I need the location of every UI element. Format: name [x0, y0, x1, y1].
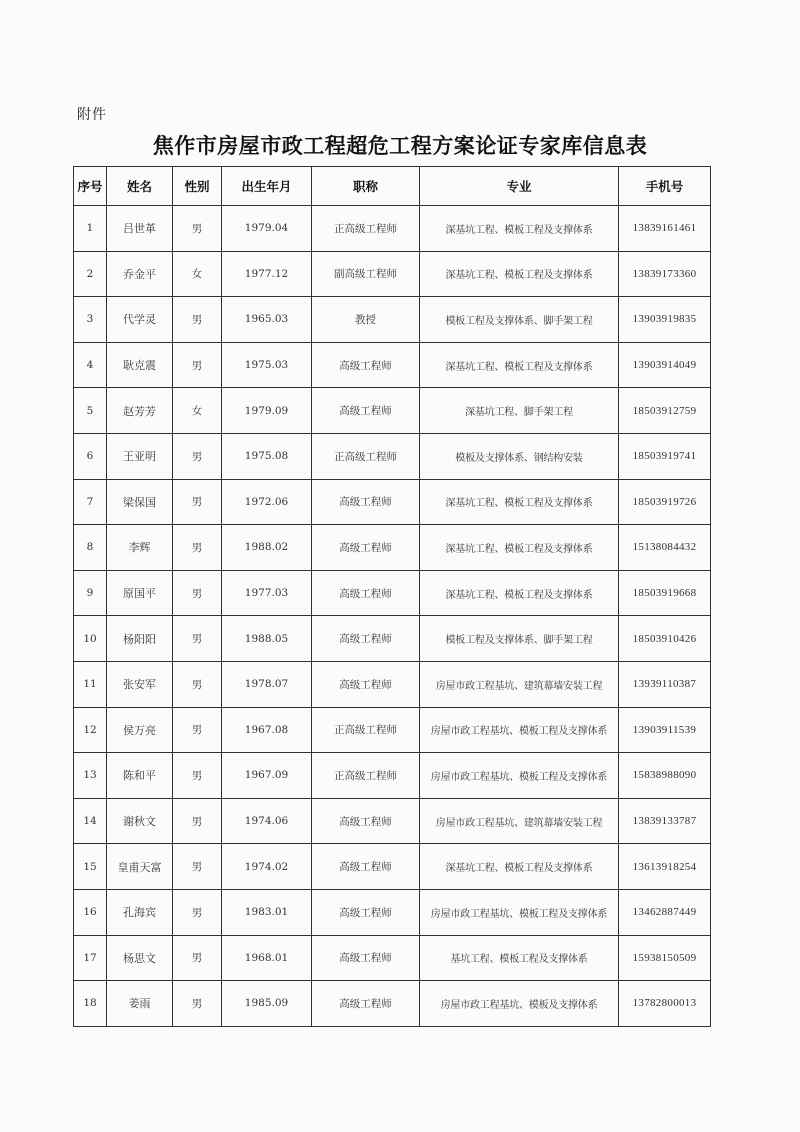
cell-major: 模板工程及支撑体系、脚手架工程 — [420, 616, 619, 662]
cell-major: 深基坑工程、模板工程及支撑体系 — [420, 525, 619, 571]
table-row — [74, 753, 711, 799]
cell-birth: 1965.03 — [222, 297, 312, 343]
cell-major: 深基坑工程、模板工程及支撑体系 — [420, 342, 619, 388]
cell-birth: 1975.03 — [222, 342, 312, 388]
cell-birth: 1967.08 — [222, 707, 312, 753]
cell-phone: 15838988090 — [619, 753, 711, 799]
column-header-title: 职称 — [312, 167, 420, 206]
cell-gender: 男 — [173, 753, 222, 799]
cell-major: 深基坑工程、模板工程及支撑体系 — [420, 844, 619, 890]
cell-phone: 13462887449 — [619, 889, 711, 935]
table-row — [74, 251, 711, 297]
table-row — [74, 661, 711, 707]
table-row — [74, 388, 711, 434]
cell-major: 房屋市政工程基坑、建筑幕墙安装工程 — [420, 661, 619, 707]
cell-name: 杨思文 — [107, 935, 173, 981]
cell-birth: 1974.02 — [222, 844, 312, 890]
cell-no: 3 — [74, 297, 107, 343]
table-row — [74, 616, 711, 662]
cell-birth: 1977.03 — [222, 570, 312, 616]
cell-title: 高级工程师 — [312, 525, 420, 571]
expert-info-table — [73, 166, 711, 1027]
table-row — [74, 798, 711, 844]
cell-title: 高级工程师 — [312, 479, 420, 525]
cell-gender: 男 — [173, 206, 222, 252]
cell-birth: 1972.06 — [222, 479, 312, 525]
cell-title: 正高级工程师 — [312, 206, 420, 252]
cell-major: 房屋市政工程基坑、模板及支撑体系 — [420, 981, 619, 1027]
cell-gender: 男 — [173, 798, 222, 844]
table-row — [74, 570, 711, 616]
cell-title: 高级工程师 — [312, 981, 420, 1027]
cell-phone: 18503919741 — [619, 433, 711, 479]
cell-birth: 1968.01 — [222, 935, 312, 981]
cell-title: 高级工程师 — [312, 798, 420, 844]
cell-phone: 13613918254 — [619, 844, 711, 890]
cell-gender: 男 — [173, 844, 222, 890]
cell-phone: 18503910426 — [619, 616, 711, 662]
cell-no: 11 — [74, 661, 107, 707]
cell-no: 5 — [74, 388, 107, 434]
cell-major: 模板工程及支撑体系、脚手架工程 — [420, 297, 619, 343]
cell-major: 深基坑工程、模板工程及支撑体系 — [420, 251, 619, 297]
cell-phone: 13939110387 — [619, 661, 711, 707]
table-row — [74, 342, 711, 388]
cell-no: 13 — [74, 753, 107, 799]
cell-no: 1 — [74, 206, 107, 252]
table-row — [74, 433, 711, 479]
table-row — [74, 525, 711, 571]
cell-name: 孔海宾 — [107, 889, 173, 935]
cell-title: 高级工程师 — [312, 889, 420, 935]
cell-name: 侯万亮 — [107, 707, 173, 753]
cell-name: 李辉 — [107, 525, 173, 571]
cell-title: 高级工程师 — [312, 661, 420, 707]
cell-gender: 男 — [173, 525, 222, 571]
cell-name: 皇甫天富 — [107, 844, 173, 890]
column-header-name: 姓名 — [107, 167, 173, 206]
cell-gender: 男 — [173, 616, 222, 662]
cell-no: 7 — [74, 479, 107, 525]
cell-name: 姜雨 — [107, 981, 173, 1027]
cell-no: 16 — [74, 889, 107, 935]
cell-gender: 男 — [173, 889, 222, 935]
cell-major: 深基坑工程、脚手架工程 — [420, 388, 619, 434]
cell-name: 吕世革 — [107, 206, 173, 252]
table-row — [74, 981, 711, 1027]
cell-phone: 13782800013 — [619, 981, 711, 1027]
cell-title: 高级工程师 — [312, 342, 420, 388]
cell-no: 17 — [74, 935, 107, 981]
cell-name: 谢秋文 — [107, 798, 173, 844]
cell-no: 15 — [74, 844, 107, 890]
cell-birth: 1979.09 — [222, 388, 312, 434]
cell-name: 陈和平 — [107, 753, 173, 799]
cell-birth: 1978.07 — [222, 661, 312, 707]
cell-title: 高级工程师 — [312, 844, 420, 890]
cell-major: 模板及支撑体系、钢结构安装 — [420, 433, 619, 479]
cell-gender: 男 — [173, 981, 222, 1027]
document-title: 焦作市房屋市政工程超危工程方案论证专家库信息表 — [152, 133, 648, 158]
cell-phone: 13839161461 — [619, 206, 711, 252]
cell-birth: 1977.12 — [222, 251, 312, 297]
table-header-row — [74, 167, 711, 206]
cell-gender: 男 — [173, 935, 222, 981]
cell-name: 梁保国 — [107, 479, 173, 525]
cell-gender: 男 — [173, 297, 222, 343]
cell-no: 10 — [74, 616, 107, 662]
cell-title: 教授 — [312, 297, 420, 343]
table-body — [74, 206, 711, 1027]
cell-title: 副高级工程师 — [312, 251, 420, 297]
cell-major: 深基坑工程、模板工程及支撑体系 — [420, 206, 619, 252]
cell-phone: 18503912759 — [619, 388, 711, 434]
table-row — [74, 935, 711, 981]
cell-name: 张安军 — [107, 661, 173, 707]
cell-no: 2 — [74, 251, 107, 297]
cell-birth: 1988.02 — [222, 525, 312, 571]
cell-title: 正高级工程师 — [312, 753, 420, 799]
cell-title: 高级工程师 — [312, 570, 420, 616]
cell-birth: 1979.04 — [222, 206, 312, 252]
cell-title: 高级工程师 — [312, 616, 420, 662]
table-row — [74, 889, 711, 935]
cell-gender: 男 — [173, 479, 222, 525]
cell-gender: 男 — [173, 570, 222, 616]
cell-major: 深基坑工程、模板工程及支撑体系 — [420, 570, 619, 616]
attachment-label: 附件 — [77, 107, 107, 123]
cell-phone: 18503919668 — [619, 570, 711, 616]
cell-title: 正高级工程师 — [312, 433, 420, 479]
cell-major: 房屋市政工程基坑、模板工程及支撑体系 — [420, 707, 619, 753]
cell-gender: 男 — [173, 342, 222, 388]
cell-no: 14 — [74, 798, 107, 844]
cell-major: 房屋市政工程基坑、模板工程及支撑体系 — [420, 889, 619, 935]
cell-gender: 女 — [173, 388, 222, 434]
cell-phone: 15938150509 — [619, 935, 711, 981]
cell-major: 深基坑工程、模板工程及支撑体系 — [420, 479, 619, 525]
column-header-no: 序号 — [74, 167, 107, 206]
cell-phone: 18503919726 — [619, 479, 711, 525]
cell-name: 王亚明 — [107, 433, 173, 479]
cell-name: 乔金平 — [107, 251, 173, 297]
column-header-major: 专业 — [420, 167, 619, 206]
cell-no: 8 — [74, 525, 107, 571]
cell-name: 耿克震 — [107, 342, 173, 388]
cell-gender: 男 — [173, 661, 222, 707]
cell-birth: 1975.08 — [222, 433, 312, 479]
cell-phone: 13903919835 — [619, 297, 711, 343]
cell-no: 18 — [74, 981, 107, 1027]
cell-no: 12 — [74, 707, 107, 753]
cell-phone: 13839173360 — [619, 251, 711, 297]
cell-title: 高级工程师 — [312, 935, 420, 981]
table-row — [74, 844, 711, 890]
column-header-birth: 出生年月 — [222, 167, 312, 206]
cell-name: 赵芳芳 — [107, 388, 173, 434]
cell-phone: 13839133787 — [619, 798, 711, 844]
cell-name: 杨阳阳 — [107, 616, 173, 662]
table-row — [74, 206, 711, 252]
cell-no: 6 — [74, 433, 107, 479]
cell-phone: 13903911539 — [619, 707, 711, 753]
column-header-phone: 手机号 — [619, 167, 711, 206]
cell-name: 原国平 — [107, 570, 173, 616]
cell-name: 代学灵 — [107, 297, 173, 343]
column-header-gender: 性别 — [173, 167, 222, 206]
cell-major: 房屋市政工程基坑、建筑幕墙安装工程 — [420, 798, 619, 844]
cell-gender: 男 — [173, 707, 222, 753]
cell-major: 基坑工程、模板工程及支撑体系 — [420, 935, 619, 981]
cell-no: 9 — [74, 570, 107, 616]
cell-major: 房屋市政工程基坑、模板工程及支撑体系 — [420, 753, 619, 799]
table-row — [74, 707, 711, 753]
cell-birth: 1985.09 — [222, 981, 312, 1027]
cell-birth: 1967.09 — [222, 753, 312, 799]
cell-phone: 13903914049 — [619, 342, 711, 388]
cell-gender: 女 — [173, 251, 222, 297]
table-row — [74, 297, 711, 343]
cell-birth: 1983.01 — [222, 889, 312, 935]
table-row — [74, 479, 711, 525]
cell-phone: 15138084432 — [619, 525, 711, 571]
cell-birth: 1988.05 — [222, 616, 312, 662]
cell-birth: 1974.06 — [222, 798, 312, 844]
cell-no: 4 — [74, 342, 107, 388]
cell-title: 高级工程师 — [312, 388, 420, 434]
cell-title: 正高级工程师 — [312, 707, 420, 753]
cell-gender: 男 — [173, 433, 222, 479]
